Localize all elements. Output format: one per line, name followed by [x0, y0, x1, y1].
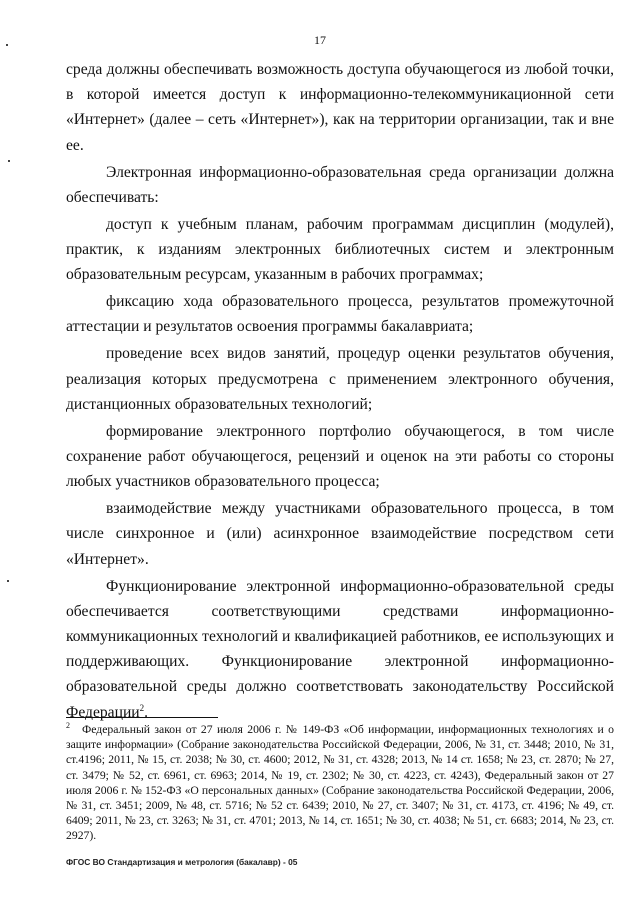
list-item: проведение всех видов занятий, процедур оценки результатов обучения, реализация которых предусмотрена с применением электронного обучения, дистанционных образовательных технологий; — [66, 345, 614, 413]
paragraph: Электронная информационно-образовательная среда организации должна обеспечивать: — [66, 163, 614, 206]
scan-artifact — [8, 160, 10, 162]
paragraph: среда должны обеспечивать возможность доступа обучающегося из любой точки, в которой имеется доступ к информационно-телекоммуникационной сети «Интернет» (далее – сеть «Интернет»), как на территории организации, так и вне ее. — [66, 61, 614, 154]
list-item: формирование электронного портфолио обучающегося, в том числе сохранение работ обучающегося, рецензий и оценок на эти работы со стороны любых участников образовательного процесса; — [66, 422, 614, 491]
list-item: фиксацию хода образовательного процесса, результатов промежуточной аттестации и результатов освоения программы бакалавриата; — [66, 293, 614, 336]
footnote-text: Федеральный закон от 27 июля 2006 г. № 149-ФЗ «Об информации, информационных технологиях и о защите информации» (Собрание законодательства Российской Федерации, 2006, № 31, ст. 3448; 2010, № 31, ст.4196; 2011, № 15, ст. 2038; № 30, ст. 4600; 2012, № 31, ст. 4328; 2013, № 14 ст. 1658; № 23, ст. 2870; № 27, ст. 3479; № 52, ст. 6961, ст. 6963; 2014, № 19, ст. 2302; № 30, ст. 4223, ст. 4243), Федеральный закон от 27 июля 2006 г. № 152-ФЗ «О персональных данных» (Собрание законодательства Российской Федерации, 2006, № 31, ст. 3451; 2009, № 48, ст. 5716; № 52 ст. 6439; 2010, № 27, ст. 3407; № 31, ст. 4173, ст. 4196; № 49, ст. 6409; 2011, № 23, ст. 3263; № 31, ст. 4701; 2013, № 14, ст. 1651; № 30, ст. 4038; № 51, ст. 6683; 2014, № 23, ст. 2927). — [66, 723, 614, 843]
body-text — [66, 57, 614, 727]
list-item: доступ к учебным планам, рабочим программам дисциплин (модулей), практик, к изданиям электронных библиотечных систем и электронным образовательным ресурсам, указанным в рабочих программах; — [66, 215, 614, 284]
page-number: 17 — [314, 33, 326, 47]
scan-artifact — [7, 580, 9, 582]
footnote-reference: 2 — [139, 702, 145, 713]
footnote-separator — [66, 717, 218, 718]
sentence-end: . — [144, 703, 149, 721]
list-item: взаимодействие между участниками образовательного процесса, в том числе синхронное и (или) асинхронное взаимодействие посредством сети «Интернет». — [66, 500, 614, 568]
paragraph-text: Функционирование электронной информационно-образовательной среды обеспечивается соответствующими средствами информационно-коммуникационных технологий и квалификацией работников, ее использующих и поддерживающих. Функционирование электронной информационно-образовательной среды должно соответствовать законодательству Российской Федерации — [66, 577, 614, 721]
footnote — [66, 722, 614, 844]
document-footer: ФГОС ВО Стандартизация и метрология (бакалавр) - 05 — [66, 857, 298, 867]
paragraph-with-footnote — [66, 574, 614, 725]
footnote-marker: 2 — [66, 721, 70, 731]
